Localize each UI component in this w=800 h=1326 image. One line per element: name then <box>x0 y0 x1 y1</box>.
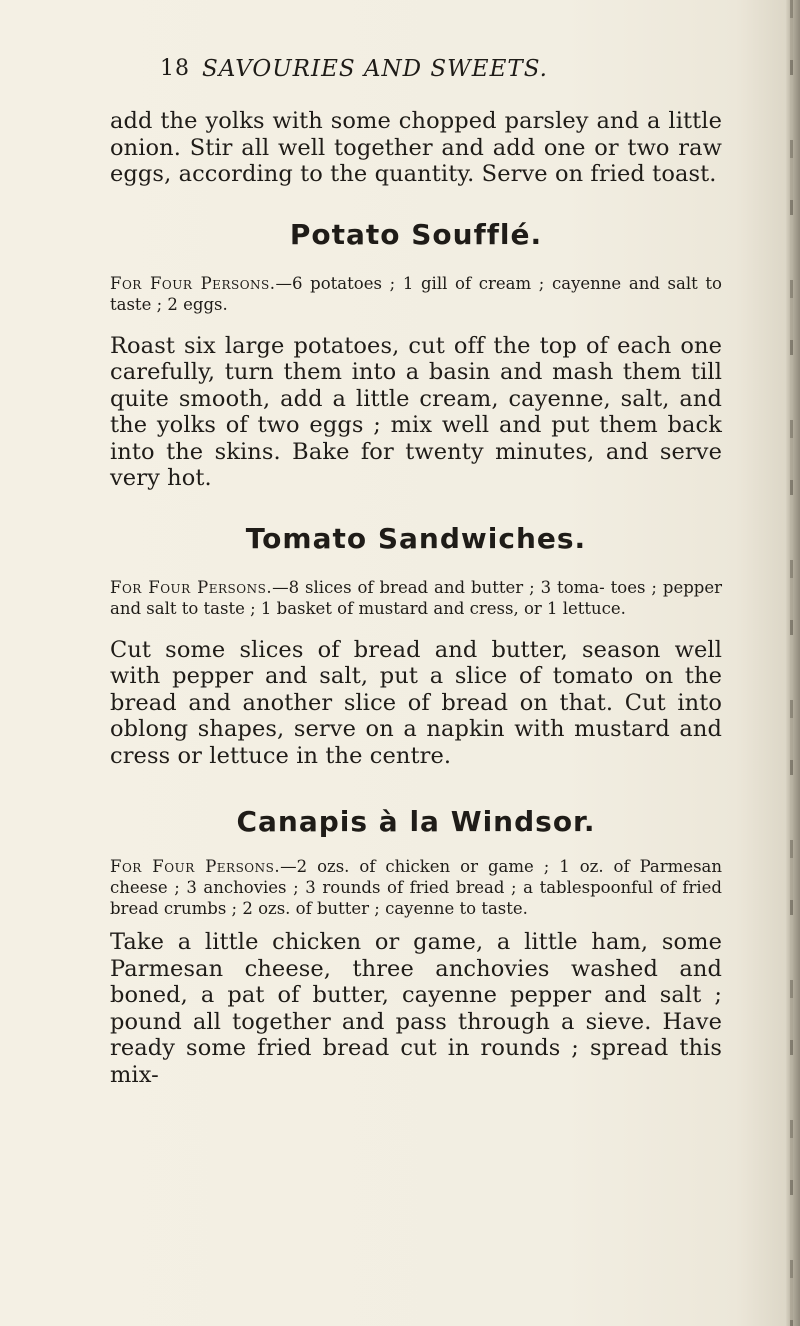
recipe-title: Tomato Sandwiches. <box>245 521 587 555</box>
servings-label: For Four Persons. <box>110 577 273 597</box>
recipe-title: Canapis à la Windsor. <box>236 805 596 838</box>
ingredients-list: —6 potatoes ; 1 gill of cream ; cayenne and salt to taste ; 2 eggs. <box>110 273 722 314</box>
recipe-title: Potato Soufflé. <box>289 217 543 251</box>
intro-paragraph: add the yolks with some chopped parsley and a little onion. Stir all well together and add one or two raw eggs, according to the quantity. Serve on fried toast. <box>110 108 722 187</box>
page-body <box>110 108 790 1088</box>
ingredients-list: —8 slices of bread and butter ; 3 toma- toes ; pepper and salt to taste ; 1 basket of mustard and cress, or 1 lettuce. <box>110 577 723 618</box>
recipe-ingredients <box>110 577 722 619</box>
servings-label: For Four Persons. <box>110 857 281 876</box>
recipe-method: Cut some slices of bread and butter, season well with pepper and salt, put a slice of tomato on the bread and another slice of bread on that. Cut into oblong shapes, serve on a napkin with mustard and cress or lettuce in the centre. <box>110 636 722 769</box>
recipe-ingredients <box>110 273 722 315</box>
recipe-method: Take a little chicken or game, a little ham, some Parmesan cheese, three anchovies washed and boned, a pat of butter, cayenne pepper and salt ; pound all together and pass through a sieve. Have ready some fried bread cut in rounds ; spread this mix- <box>110 929 722 1088</box>
page-number: 18 <box>160 56 190 81</box>
recipe-method: Roast six large potatoes, cut off the top of each one carefully, turn them into a basin and mash them till quite smooth, add a little cream, cayenne, salt, and the yolks of two eggs ; mix well and put them back into the skins. Bake for twenty minutes, and serve very hot. <box>110 332 722 491</box>
header-title: SAVOURIES AND SWEETS. <box>202 56 548 82</box>
ingredients-list: —2 ozs. of chicken or game ; 1 oz. of Parmesan cheese ; 3 anchovies ; 3 rounds of fried bread ; a tablespoonful of fried bread crumbs ; 2 ozs. of butter ; cayenne to taste. <box>110 857 722 918</box>
servings-label: For Four Persons. <box>110 273 276 293</box>
recipe-ingredients <box>110 856 722 919</box>
